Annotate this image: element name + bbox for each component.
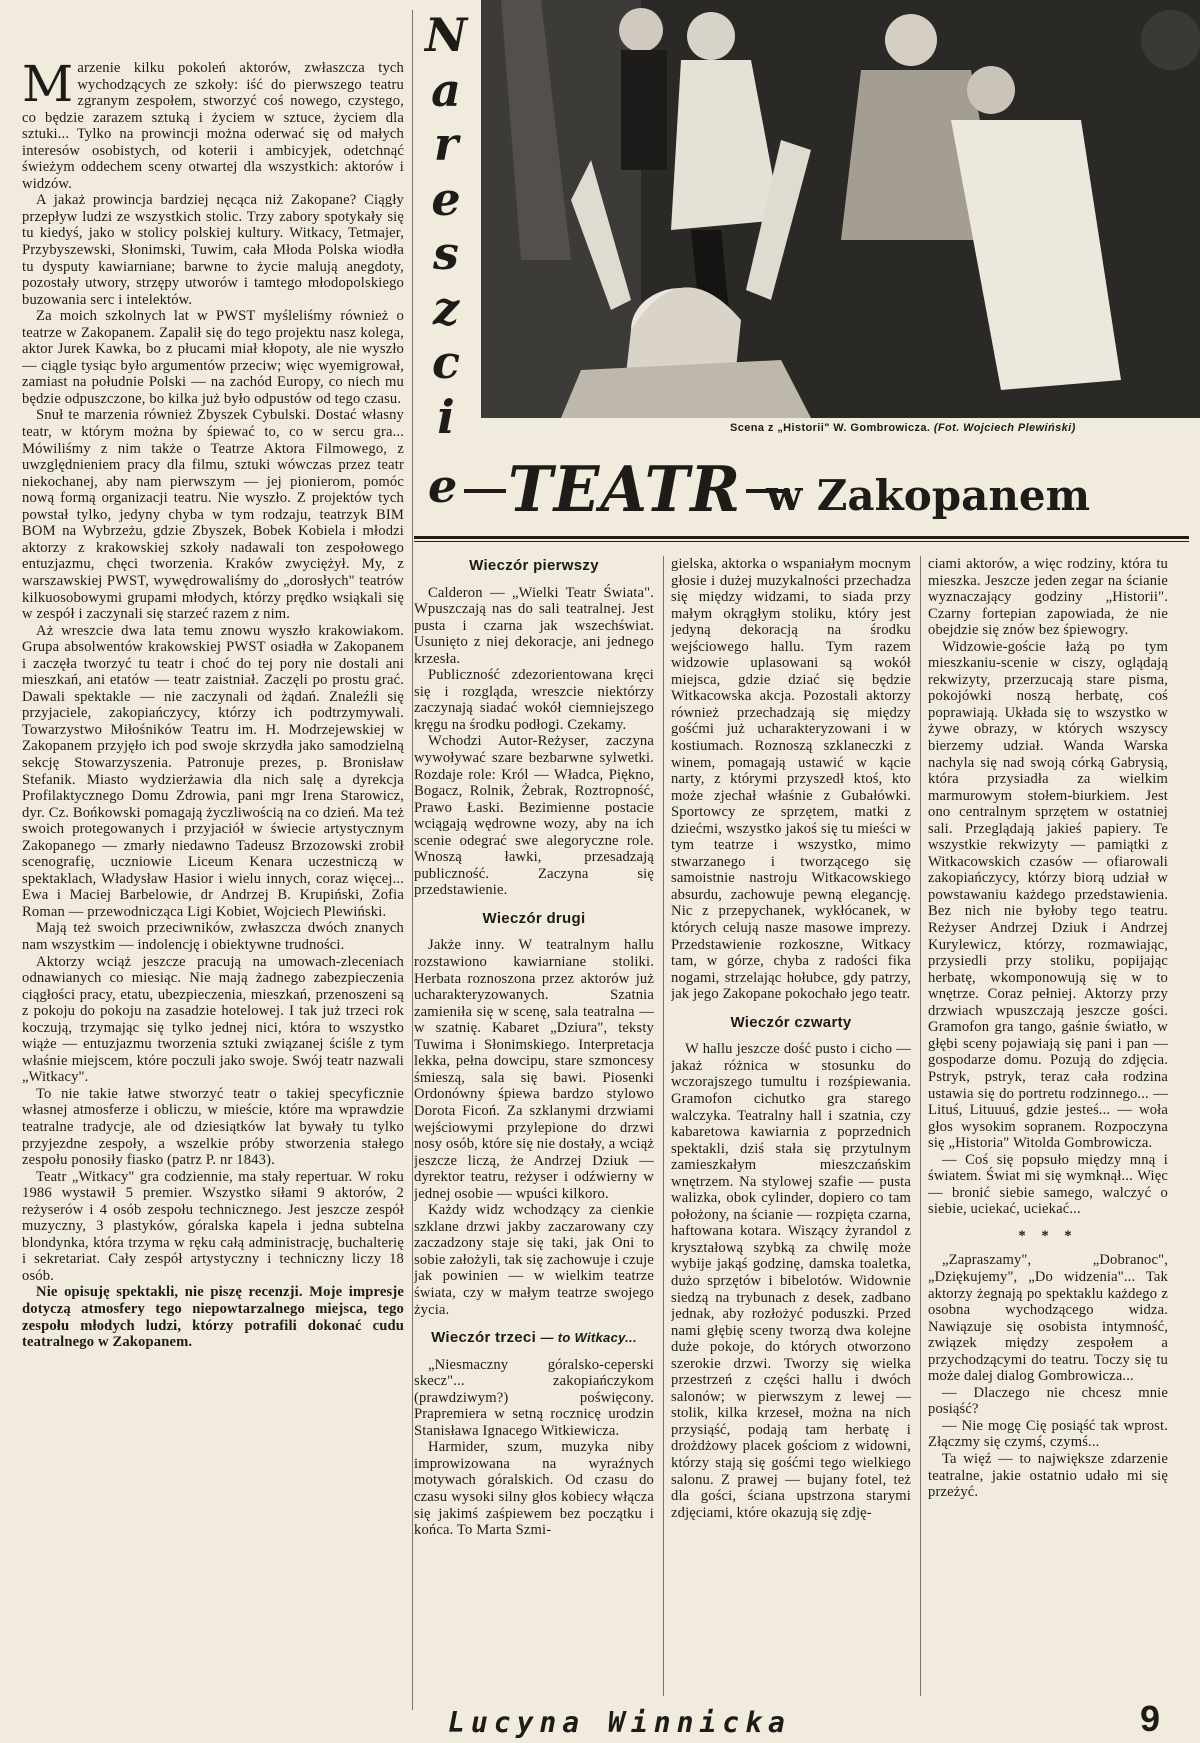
- headline-rule: [414, 536, 1189, 539]
- intro-paragraph: To nie takie łatwe stworzyć teatr o takiej specyficznie własnej atmosferze i obliczu, w mieście, które ma wprawdzie teatralne tradycje, ale od dziesiątków lat bywały tu tylko przyjezdne zespoły, a wszelkie próby stworzenia stałego zespołu ponosiły fiasko (patrz P. nr 1843).: [22, 1085, 404, 1169]
- intro-paragraph: A jakaż prowincja bardziej nęcąca niż Zakopane? Ciągły przepływ ludzi ze wszystkich stolic. Trzy zabory spotykały się tu kiedyś, jako w stolicy polskiej kultury. Witkacy, Tetmajer, Przybyszewski, Słonimski, Tuwim, cała Młoda Polska wiodła tu dysputy kawiarniane; barwne to życie malują anegdoty, pozostały utwory, strzępy utworów i tamtego młodopolskiego buzowania serc i intelektów.: [22, 192, 404, 308]
- section-break: * * *: [1018, 1227, 1078, 1244]
- body-paragraph: gielska, aktorka o wspaniałym mocnym głosie i dużej muzykalności przechadza się między widzami, to siada przy małym okrągłym stoliku, który jest jedyną dekoracją na środku wejściowego hallu. Tym razem widzowie uplasowani są wokół miejsca, gdzie dziać się będzie Witkacowska akcja. Pozostali aktorzy również przechadzają się między gośćmi już ucharakteryzowani i w kostiumach. Roznoszą szklaneczki z winem, pomagają ustawić w kącie narty, z którymi przyszedł ktoś, kto może zjechał właśnie z Gubałówki. Sportowcy ze sprzętem, matki z dziećmi, wszystko jakoś się tu mieści w tym teatrze i wszystko, mimo stwarzanego i tworzącego się samoistnie nastroju Witkacowskiego absurdu, zachowuje pewną elegancję. Nic z przepychanek, wykłócanek, w których celują nasze masowe imprezy. Przedstawienie rozkoszne, Witkacy tam, w górze, chyba z radości fika nogami, strzelając hołubce, gdy patrzy, jak jego Zakopane pokochało jego teatr.: [671, 556, 911, 1003]
- headline: [428, 455, 1188, 525]
- body-paragraph: Jakże inny. W teatralnym hallu rozstawiono kawiarniane stoliki. Herbata roznoszona przez aktorów już ucharakteryzowanych. Szatnia zamieniła się w scenę, sala teatralna — w szatnię. Kabaret „Dziura", teksty Tuwima i Słonimskiego. Interpretacja lekka, pełna dowcipu, stare szmoncesy śmieszą, sala się bawi. Piosenki Ordonówny śpiewa bardzo stylowo Dorota Ficoń. Za szklanymi drzwiami wejściowymi przylepione do drzwi nosy osób, które się nie dostały, a wciąż jeszcze liczą, że Andrzej Dziuk — dyrektor teatru, reżyser i odźwierny w jednej osobie — wpuści kilkoro.: [414, 937, 654, 1202]
- intro-text: arzenie kilku pokoleń aktorów, zwłaszcza tych wychodzących ze szkoły: iść do pierwszego teatru zgranym zespołem, stworzyć coś nowego, czystego, co będzie zarazem sztuką i życiem w sztuce, życiem dla sztuki... Tylko na prowincji można oderwać się od małych interesów osobistych, od koterii i ambicyjek, odetchnąć świeżym oddechem sceny otwartej dla wszystkich: aktorów i widzów.: [22, 60, 404, 192]
- body-paragraph: Ta więź — to największe zdarzenie teatralne, jakie ostatnio udało mi się przeżyć.: [928, 1450, 1168, 1501]
- intro-column: [22, 60, 404, 1710]
- body-paragraph: Harmider, szum, muzyka niby improwizowana na wyraźnych motywach góralskich. Od czasu do czasu wysoki silny głos kobiecy włącza się jakimś zaśpiewem bez początku i końca. To Marta Szmi-: [414, 1439, 654, 1539]
- drop-cap: M: [22, 60, 74, 113]
- title-letter: a: [431, 62, 461, 117]
- body-paragraph: ciami aktorów, a więc rodziny, która tu mieszka. Jeszcze jeden zegar na ścianie wyznaczający godziny „Historii". Czarny fortepian zapowiada, że nie obejdzie się znów bez śpiewogry.: [928, 556, 1168, 639]
- headline-rule-thin: [414, 541, 1189, 542]
- title-letter: z: [432, 280, 460, 335]
- evening-column-1: [414, 556, 654, 1706]
- headline-teatr: TEATR: [508, 453, 742, 527]
- intro-closing-paragraph: Nie opisuję spektakli, nie piszę recenzji. Moje impresje dotyczą atmosfery tego niepowtarzalnego miejsca, tego zespołu młodych ludzi, którzy potrafili dokonać cudu teatralnego w Zakopanem.: [22, 1284, 404, 1351]
- photo-caption: [730, 422, 1150, 434]
- column-divider: [663, 556, 664, 1696]
- title-letter: s: [433, 226, 459, 280]
- body-paragraph: W hallu jeszcze dość pusto i cicho — jakaż różnica w stosunku do wczorajszego tumultu i rozśpiewania. Gramofon cichutko gra starego walczyka. Teatralny hall i szatnia, czy kabaretowa kawiarnia z poprzednich spektakli, dziś stała się przytulnym zamieszkałym mieszczańskim wnętrzem. Na stylowej szafie — pusta walizka, obok cylinder, dopiero co tam położony, na ścianie — rozpięta czarna, haftowana kotara. Wiszący żyrandol z kryształową szybką za chwilę może wybije jakąś godzinę, damska toaletka, dużo sprzętów i bibelotów. Widownie siedzą na trybunach z desek, zadbano jednak, aby rozłożyć poduszki. Przed nami głębię sceny tworzą dwa kolejne duże pokoje, do których otworzono szerokie drzwi. Tworzy się wielka przestrzeń z części hallu i dwóch salonów; w pierwszym z lewej — stolik, kilka krzeseł, można na nich przysiąść, podają tam herbatę i drożdżowy placek gościom z widowni, którzy stają się gośćmi tego wielkiego salonu. Z prawej — bujany fotel, też dla gości, ściana upstrzona starymi zdjęciami, które okazują się zdję-: [671, 1041, 911, 1521]
- scene-photo-illustration: [481, 0, 1200, 418]
- intro-paragraph: Za moich szkolnych lat w PWST myśleliśmy również o teatrze w Zakopanem. Zapalił się do tego projektu nasz kolega, aktor Jurek Kawka, bo z płucami miał kłopoty, ale nie wyszło — ciągle tysiąc było argumentów przeciw; więc wyemigrował, zamiast na południe Polski — na zachód Europy, co niech mu będzie odpuszczone, bo kilka już było odpustów od tego czasu.: [22, 308, 404, 407]
- page-number: 9: [1140, 1698, 1161, 1739]
- headline-e: e: [428, 459, 458, 513]
- body-paragraph: „Zapraszamy", „Dobranoc", „Dziękujemy", „Do widzenia"... Tak aktorzy żegnają po spektaklu każdego z osobna wychodzącego widza. Nawiązuje się osobista intymność, związek między zespołem a przychodzącymi do teatru. Toczy się tu może dalej dialog Gombrowicza...: [928, 1252, 1168, 1385]
- body-paragraph: Calderon — „Wielki Teatr Świata". Wpuszczają nas do sali teatralnej. Jest pusta i czarna jak wszechświat. Usunięto z niej dekoracje, ani jednego krzesła.: [414, 584, 654, 667]
- column-divider: [412, 10, 413, 1710]
- body-paragraph: — Coś się popsuło między mną i światem. Świat mi się wymknął... Więc — bronić siebie samego, walczyć o siebie, uciekać, uciekać...: [928, 1151, 1168, 1218]
- intro-paragraph: Mają też swoich przeciwników, zwłaszcza dwóch znanych nam wszystkim — indolencję i obiektywne trudności.: [22, 920, 404, 953]
- column-divider: [920, 556, 921, 1696]
- body-paragraph: — Nie mogę Cię posiąść tak wprost. Złączmy się czymś, czymś...: [928, 1417, 1168, 1451]
- title-letter: i: [437, 389, 455, 444]
- section-heading: Wieczór czwarty: [730, 1013, 852, 1031]
- photo-credit: (Fot. Wojciech Plewiński): [933, 422, 1076, 434]
- body-paragraph: Widzowie-goście łażą po tym mieszkaniu-scenie w ciszy, oglądają rekwizyty, przerzucają stare pisma, pokojówki noszą herbatę, coś poprawiają. Układa się to wszystko w żywe obrazy, w których wszyscy bierzemy udział. Wanda Warska nachyla się nad swoją córką Gabrysią, która przysiadła za wielkim marmurowym stołem-biurkiem. Jest ono centralnym sprzętem w ostatniej sali. Przeglądają jakieś papiery. Te wszystkie rekwizyty — pamiątki z Witkacowskich czasów — ofiarowali zakopiańczycy, którzy biorą udział w powstawaniu każdego przedstawienia. Bez nich nie byłoby tego teatru. Reżyser Andrzej Dziuk i Andrzej Kurylewicz, którzy, rozmawiając, przysiedli przy stoliku, popijając herbatę, wkomponowują się w to wnętrze. Coraz pełniej. Aktorzy przy drzwiach wpuszczają jeszcze gości. Gramofon gra tango, gaśnie światło, w głębi sceny pojawiają się pani i pan — gospodarze domu. Pozują do zdjęcia. Pstryk, pstryk, teraz cała rodzina ustawia się do portretu rodzinnego... — Lituś, Lituuuś, gdzie jesteś... — woła głos wysokim sopranem. Rozpoczyna się „Historia" Witolda Gombrowicza.: [928, 638, 1168, 1152]
- author-byline: Lucyna Winnicka: [448, 1706, 791, 1739]
- caption-text: Scena z „Historii" W. Gombrowicza.: [730, 422, 931, 434]
- title-letter: r: [433, 117, 459, 171]
- intro-paragraph: [22, 60, 404, 192]
- section-heading-text: Wieczór trzeci: [431, 1329, 537, 1347]
- title-letter: N: [424, 8, 468, 62]
- evening-column-2: [671, 556, 911, 1706]
- body-paragraph: „Niesmaczny góralsko-ceperski skecz"... zakopiańczykom (prawdziwym?) poświęcony. Prapremiera w setną rocznicę urodzin Stanisława Ignacego Witkiewicza.: [414, 1356, 654, 1439]
- evening-column-3: [928, 556, 1168, 1706]
- section-heading-sub: — to Witkacy...: [540, 1330, 637, 1346]
- intro-paragraph: Teatr „Witkacy" gra codziennie, ma stały repertuar. W roku 1986 wystawił 5 premier. Wszystko siłami 9 aktorów, 2 reżyserów i 4 osób zespołu technicznego. Jest jeszcze zespół muzyczny, 3 plastyków, góralska kapela i jedna subtelna blondynka, która trzyma w ręku całą administrację, buchalterię i sekretariat. Cały zespół artystyczny i techniczny liczy 18 osób.: [22, 1168, 404, 1284]
- scene-photo: [481, 0, 1200, 418]
- title-letter: c: [431, 335, 460, 389]
- intro-paragraph: Aktorzy wciąż jeszcze pracują na umowach-zleceniach odnawianych co miesiąc. Nie mają żadnego zabezpieczenia ciągłości pracy, etatu, ubezpieczenia, mieszkań, przenoszeni są z pokoju do pokoju na zasadzie hotelowej. I tak już trzeci rok koczują, trzymając się tylko jednej nici, która to wszystko wiąże — entuzjazmu tworzenia sztuki związanej ściśle z tym właśnie miejscem, które poczuli jako swoje. Swój teatr nazwali „Witkacy".: [22, 953, 404, 1086]
- title-letter: e: [431, 171, 461, 226]
- body-paragraph: — Dlaczego nie chcesz mnie posiąść?: [928, 1384, 1168, 1418]
- headline-location: w Zakopanem: [766, 471, 1091, 520]
- vertical-title: [424, 8, 468, 444]
- body-paragraph: Publiczność zdezorientowana kręci się i rozgląda, wreszcie niektórzy zaczynają siadać wokół ciemniejszego kręgu na środku podłogi. Czekamy.: [414, 667, 654, 733]
- section-heading: Wieczór drugi: [482, 909, 586, 927]
- body-paragraph: Każdy widz wchodzący za cienkie szklane drzwi jakby zaczarowany czy zaczadzony staje się taki, jak Oni to sobie założyli, tak się zachowuje i czuje jak powinien — w wielkim teatrze świata, czy w małym teatrze swojego życia.: [414, 1202, 654, 1318]
- headline-dash: [464, 489, 506, 493]
- section-heading: Wieczór pierwszy: [469, 557, 599, 574]
- body-paragraph: Wchodzi Autor-Reżyser, zaczyna wywoływać szare bezbarwne sylwetki. Rozdaje role: Król — Władca, Piękno, Bogacz, Rolnik, Żebrak, Roztropność, Prawo Łaski. Bezimienne postacie wciągają wędrowne wozy, aby na ich scenie odegrać swe alegoryczne role. Wnoszą ławki, przesadzają publiczność. Zaczyna się przedstawienie.: [414, 733, 654, 899]
- section-heading: [414, 1330, 654, 1347]
- intro-paragraph: Snuł te marzenia również Zbyszek Cybulski. Dostać własny teatr, w którym można by śpiewać to, co w sercu gra... Mówiliśmy z nim także o Teatrze Aktora Filmowego, z uwzględnieniem pracy dla filmu, sztuki wówczas przez teatr niekochanej, aby nam pierwszym — jej pionierom, pomóc nową formą organizacji teatru. Nie wyszło. Z projektów tych powstał tylko, jedyny chyba w tym rodzaju, teatrzyk BIM BOM na Wybrzeżu, gdzie Zbyszek, Bobek Kobiela i młodzi aktorzy z krakowskiej szkoły nadawali ton zespołowego entuzjazmu, chęci tworzenia. Kraków zwyciężył. My, z warszawskiej PWST, wywędrowaliśmy do „dorosłych" teatrów kilkuosobowymi grupami młodych, którzy prędko wsiąkali się w zespół i zaczynali się starzeć razem z nim.: [22, 407, 404, 623]
- intro-paragraph: Aż wreszcie dwa lata temu znowu wyszło krakowiakom. Grupa absolwentów krakowskiej PWST osiadła w Zakopanem i zaczęła tworzyć tu teatr i choć do tej pory nie dostali ani mieszkań, ani etatów — teatr zaistniał. Zaczęli po prostu grać. Dawali spektakle — nie zaczynali od żądań. Znaleźli się przyjaciele, zakopiańczycy, którzy ich podtrzymywali. Towarzystwo Miłośników Teatru im. H. Modrzejewskiej w Zakopanem przyjęło ich pod swoje skrzydła jako samodzielną sekcję Stowarzyszenia. Patronuje prezes, p. Bronisław Stefanik. Miasto wydzierżawia dla nich salę a dyrekcja Profilaktycznego Domu Zdrowia, pani mgr Irena Starowicz, dyr. Cz. Bońkowski pomagają życzliwością na co dzień. Ma też swoich protegowanych i przyjaciół w świecie artystycznym Zakopanego — zmarły niedawno Tadeusz Brzozowski zrobił scenografię, uczniowie Liceum Kenara uczestniczą w spektaklach, Władysław Hasior i wielu innych, coraz więcej... Ewa i Maciej Barbelowie, dr Andrzej B. Krupiński, Zofia Roman — przewodnicząca Ligi Kobiet, Wojciech Plewiński.: [22, 622, 404, 920]
